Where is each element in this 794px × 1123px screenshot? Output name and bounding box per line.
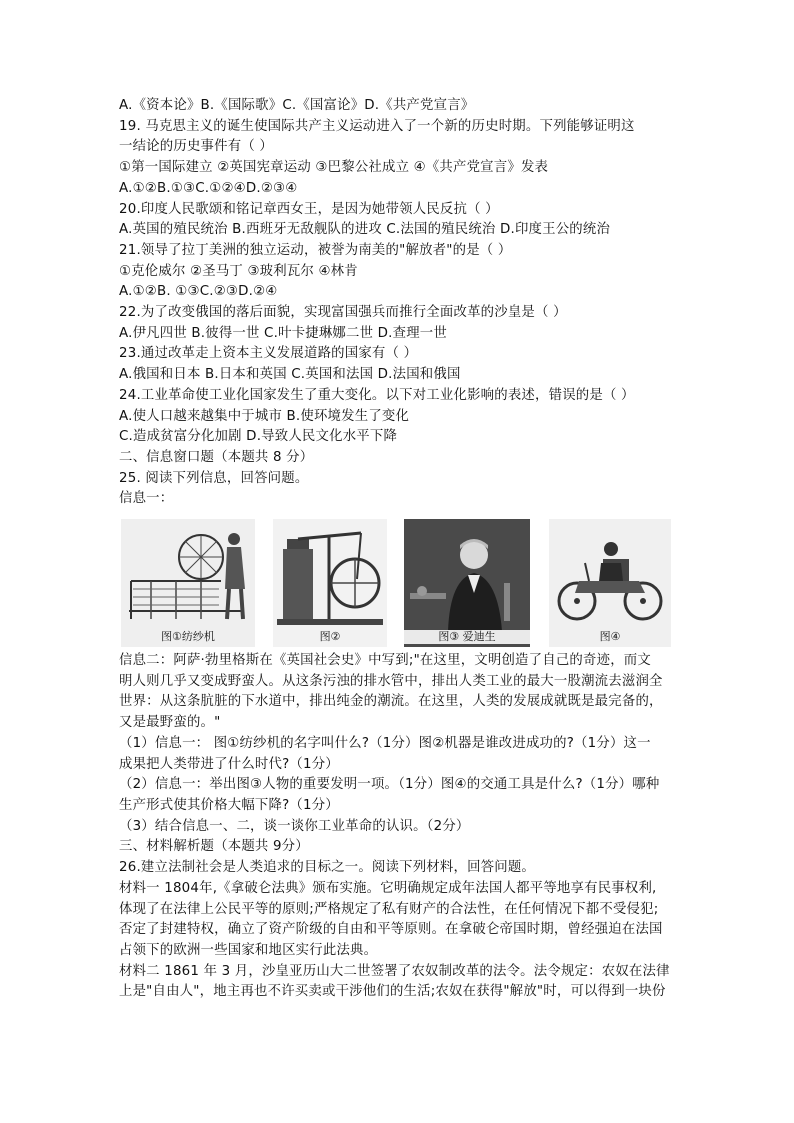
text-line: A.①②B. ①③C.②③D.②④ xyxy=(119,284,278,300)
text-line: A.英国的殖民统治 B.西班牙无敌舰队的进攻 C.法国的殖民统治 D.印度王公的统治 xyxy=(119,222,611,238)
text-line: 22.为了改变俄国的落后面貌，实现富国强兵而推行全面改革的沙皇是（ ） xyxy=(119,305,567,321)
text-line: A.①②B.①③C.①②④D.②③④ xyxy=(119,180,298,196)
text-line: （3）结合信息一、二，谈一谈你工业革命的认识。（2分） xyxy=(119,818,470,834)
text-line: 体现了在法律上公民平等的原则;严格规定了私有财产的合法性，在任何情况下都不受侵犯; xyxy=(119,901,659,917)
text-line: A.《资本论》B.《国际歌》C.《国富论》D.《共产党宣言》 xyxy=(119,98,475,113)
section-heading: 二、信息窗口题（本题共 8 分） xyxy=(119,449,314,465)
figure-caption: 图④ xyxy=(599,630,621,644)
text-line: 成果把人类带进了什么时代?（1分） xyxy=(119,756,339,772)
text-line: A.使人口越来越集中于城市 B.使环境发生了变化 xyxy=(119,408,410,424)
text-line: 又是最野蛮的。" xyxy=(119,715,221,731)
figure-caption: 图③ 爱迪生 xyxy=(404,630,530,644)
text-line: 明人则几乎又变成野蛮人。从这条污浊的排水管中，排出人类工业的最大一股潮流去滋润全 xyxy=(119,673,663,689)
text-line: 一结论的历史事件有（ ） xyxy=(119,139,273,155)
text-line: 材料二 1861 年 3 月，沙皇亚历山大二世签署了农奴制改革的法令。法令规定：农奴在法律 xyxy=(119,963,670,979)
text-line: C.造成贫富分化加剧 D.导致人民文化水平下降 xyxy=(119,429,398,445)
text-line: 23.通过改革走上资本主义发展道路的国家有（ ） xyxy=(119,346,418,362)
section-heading: 三、材料解析题（本题共 9分） xyxy=(119,839,309,855)
text-line: （1）信息一： 图①纺纱机的名字叫什么?（1分）图②机器是谁改进成功的?（1分）这一 xyxy=(119,735,651,751)
text-line: ①克伦威尔 ②圣马丁 ③玻利瓦尔 ④林肯 xyxy=(119,263,358,279)
text-line: 否定了封建特权，确立了资产阶级的自由和平等原则。在拿破仑帝国时期，曾经强迫在法国 xyxy=(119,922,663,938)
text-line: 上是"自由人"，地主再也不许买卖或干涉他们的生活;农奴在获得"解放"时，可以得到一块份 xyxy=(119,984,666,1000)
figure-caption: 图①纺纱机 xyxy=(161,630,215,644)
text-line: 世界：从这条肮脏的下水道中，排出纯金的潮流。在这里，人类的发展成就既是最完备的， xyxy=(119,694,663,710)
figure-4 xyxy=(549,519,671,647)
figure-3 xyxy=(404,519,530,647)
text-line: 24.工业革命使工业化国家发生了重大变化。以下对工业化影响的表述，错误的是（ ） xyxy=(119,387,635,403)
questions-bottom xyxy=(119,651,679,1003)
steam-engine-icon xyxy=(273,519,387,647)
text-line: 21.领导了拉丁美洲的独立运动，被誉为南美的"解放者"的是（ ） xyxy=(119,242,512,258)
exam-page xyxy=(119,96,679,1003)
edison-portrait-icon xyxy=(404,519,530,647)
text-line: 20.印度人民歌颂和铭记章西女王，是因为她带领人民反抗（ ） xyxy=(119,201,499,217)
figure-1 xyxy=(121,519,255,647)
text-line: 19. 马克思主义的诞生使国际共产主义运动进入了一个新的历史时期。下列能够证明这 xyxy=(119,118,635,134)
text-line: 25. 阅读下列信息，回答问题。 xyxy=(119,470,309,486)
text-line: A.俄国和日本 B.日本和英国 C.英国和法国 D.法国和俄国 xyxy=(119,367,461,383)
figure-row xyxy=(119,519,679,647)
text-line: 生产形式使其价格大幅下降?（1分） xyxy=(119,797,339,813)
spinning-machine-icon xyxy=(121,519,255,647)
text-line: （2）信息一：举出图③人物的重要发明一项。（1分）图④的交通工具是什么?（1分）哪种 xyxy=(119,777,660,793)
text-line: 材料一 1804年,《拿破仑法典》颁布实施。它明确规定成年法国人都平等地享有民事权利, xyxy=(119,880,657,896)
text-line: 占领下的欧洲一些国家和地区实行此法典。 xyxy=(119,942,378,958)
text-line: 26.建立法制社会是人类追求的目标之一。阅读下列材料，回答问题。 xyxy=(119,860,536,876)
questions-top xyxy=(119,96,679,510)
text-line: A.伊凡四世 B.彼得一世 C.叶卡捷琳娜二世 D.查理一世 xyxy=(119,325,447,341)
early-automobile-icon xyxy=(549,519,671,647)
figure-caption: 图② xyxy=(319,630,341,644)
text-line: 信息一： xyxy=(119,491,174,507)
text-line: 信息二：阿萨·勃里格斯在《英国社会史》中写到;"在这里，文明创造了自己的奇迹，而文 xyxy=(119,653,651,669)
text-line: ①第一国际建立 ②英国宪章运动 ③巴黎公社成立 ④《共产党宣言》发表 xyxy=(119,160,549,176)
figure-2 xyxy=(273,519,387,647)
